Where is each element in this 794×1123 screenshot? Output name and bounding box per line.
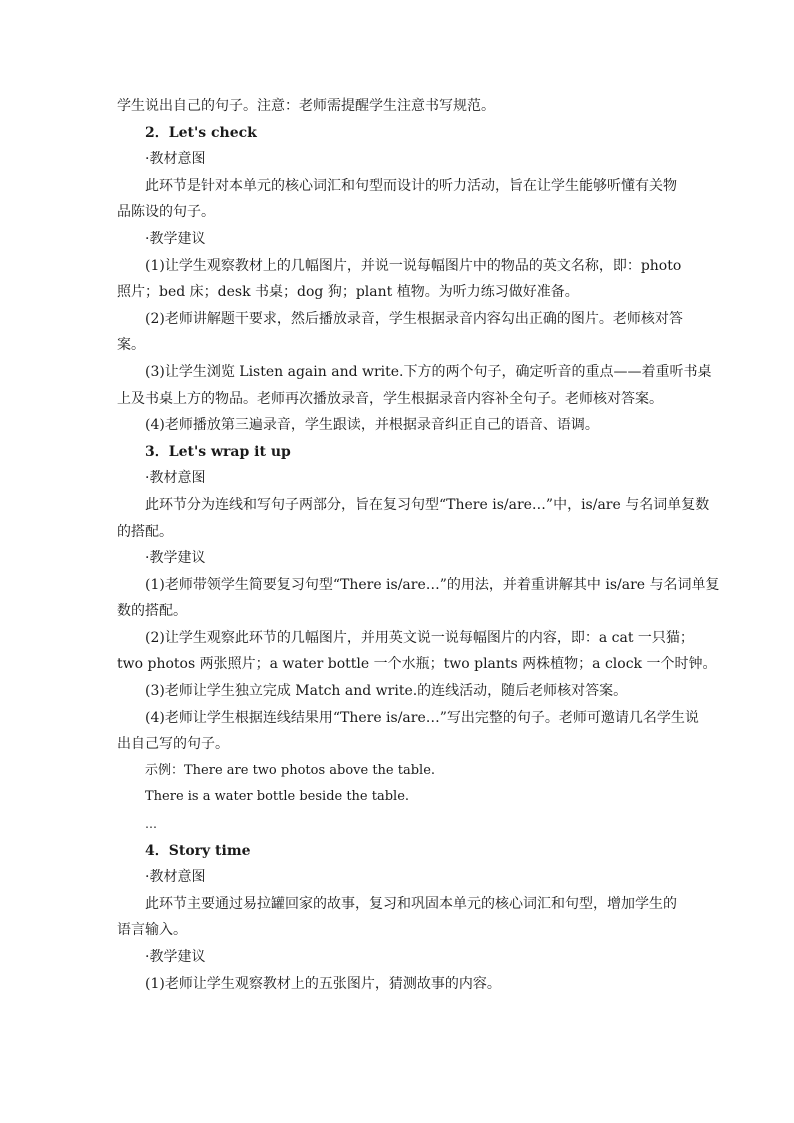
subheading-material-intent: ·教材意图 [145, 470, 206, 487]
paragraph-line: (1)老师带领学生简要复习句型“There is/are…”的用法，并着重讲解其中 is/are 与名词单复 [145, 576, 720, 593]
paragraph-line: 照片；bed 床；desk 书桌；dog 狗；plant 植物。为听力练习做好准备。 [117, 284, 579, 301]
paragraph-line: (3)老师让学生独立完成 Match and write.的连线活动，随后老师核对答案。 [145, 683, 628, 700]
section-heading-story-time: 4．Story time [145, 842, 251, 859]
subheading-material-intent: ·教材意图 [145, 869, 206, 886]
paragraph-line: 案。 [117, 337, 145, 354]
section-heading-lets-check: 2．Let's check [145, 124, 257, 141]
section-heading-lets-wrap-it-up: 3．Let's wrap it up [145, 443, 291, 460]
paragraph-line: (2)让学生观察此环节的几幅图片，并用英文说一说每幅图片的内容，即：a cat 一只猫； [145, 629, 694, 646]
paragraph-line: (4)老师让学生根据连线结果用“There is/are…”写出完整的句子。老师可邀请几名学生说 [145, 709, 699, 726]
subheading-teaching-advice: ·教学建议 [145, 550, 206, 567]
paragraph-line: 此环节主要通过易拉罐回家的故事，复习和巩固本单元的核心词汇和句型，增加学生的 [145, 895, 677, 912]
paragraph-line: 品陈设的句子。 [117, 204, 215, 221]
paragraph-line: 出自己写的句子。 [117, 736, 229, 753]
paragraph-line: 学生说出自己的句子。注意：老师需提醒学生注意书写规范。 [117, 98, 495, 114]
paragraph-line: (3)让学生浏览 Listen again and write.下方的两个句子，确定听音的重点——着重听书桌 [145, 363, 712, 380]
example-sentence: There is a water bottle beside the table. [145, 789, 410, 805]
paragraph-line: 此环节分为连线和写句子两部分，旨在复习句型“There is/are…”中，is/are 与名词单复数 [145, 496, 710, 513]
paragraph-line: 此环节是针对本单元的核心词汇和句型而设计的听力活动，旨在让学生能够听懂有关物 [145, 177, 677, 194]
paragraph-line: 的搭配。 [117, 523, 173, 540]
paragraph-line: 上及书桌上方的物品。老师再次播放录音，学生根据录音内容补全句子。老师核对答案。 [117, 390, 663, 407]
document-page [117, 93, 720, 997]
paragraph-line: 语言输入。 [117, 922, 187, 939]
example-sentence: 示例：There are two photos above the table. [145, 762, 436, 778]
paragraph-line: (2)老师讲解题干要求，然后播放录音，学生根据录音内容勾出正确的图片。老师核对答 [145, 310, 683, 327]
subheading-material-intent: ·教材意图 [145, 151, 206, 168]
paragraph-line: 数的搭配。 [117, 603, 187, 620]
paragraph-line: (1)老师让学生观察教材上的五张图片，猜测故事的内容。 [145, 975, 501, 992]
paragraph-line: (4)老师播放第三遍录音，学生跟读，并根据录音纠正自己的语音、语调。 [145, 417, 599, 434]
ellipsis: … [145, 817, 157, 832]
subheading-teaching-advice: ·教学建议 [145, 230, 206, 247]
subheading-teaching-advice: ·教学建议 [145, 949, 206, 965]
paragraph-line: two photos 两张照片；a water bottle 一个水瓶；two plants 两株植物；a clock 一个时钟。 [117, 656, 717, 673]
paragraph-line: (1)让学生观察教材上的几幅图片，并说一说每幅图片中的物品的英文名称，即：photo [145, 257, 682, 274]
